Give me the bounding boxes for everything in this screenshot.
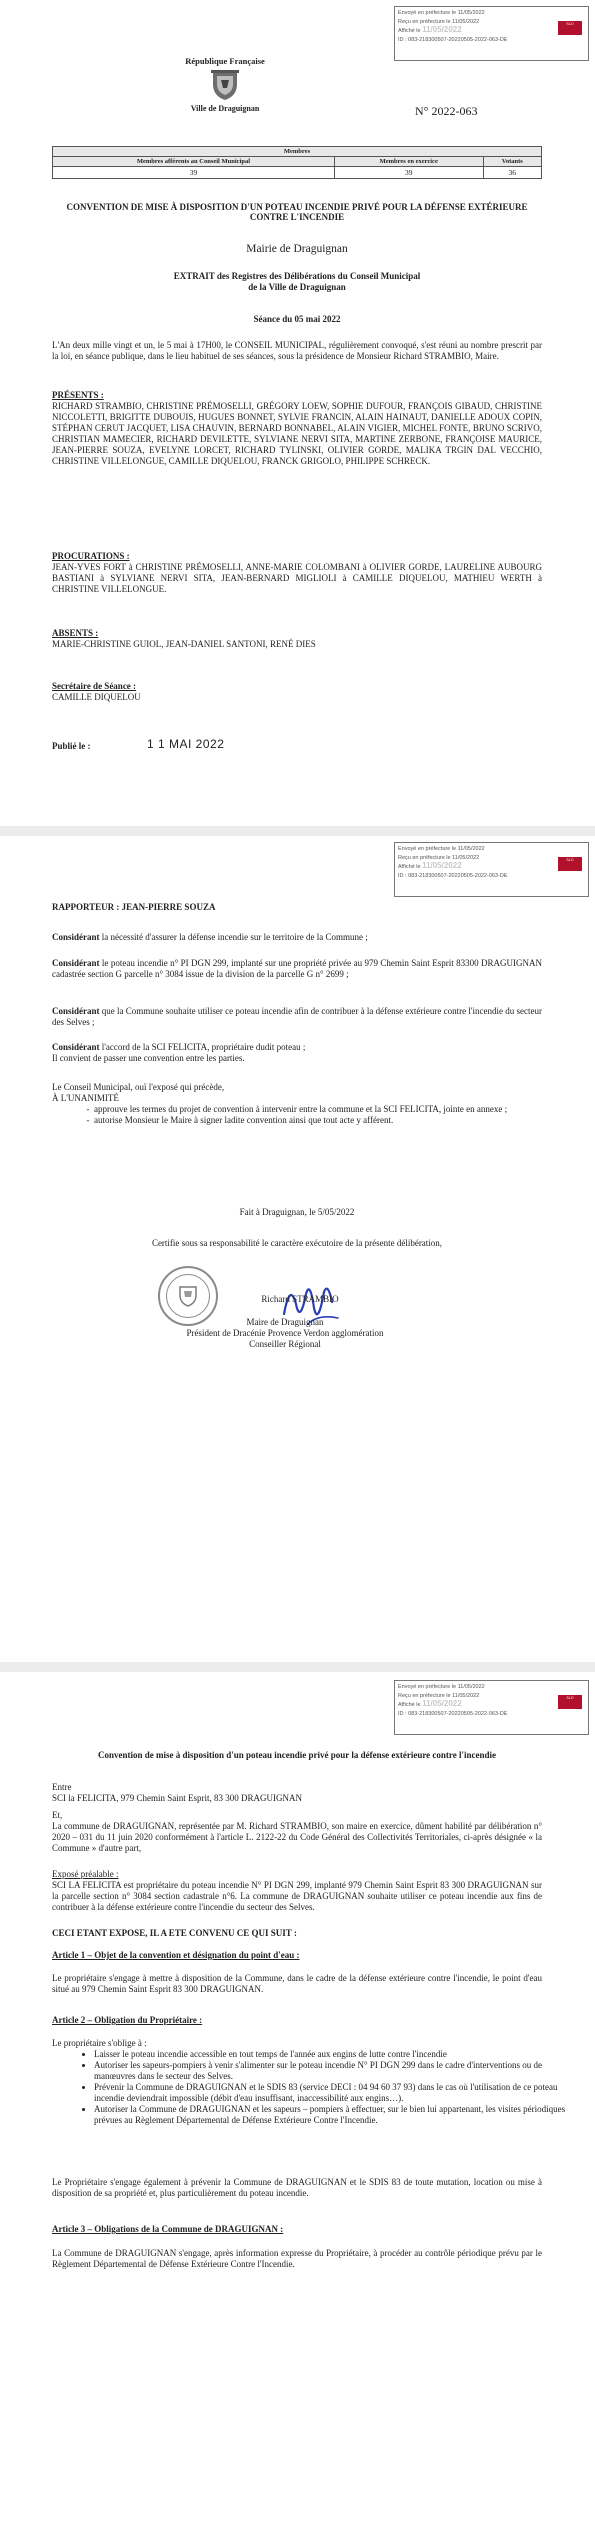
extrait-line2: de la Ville de Draguignan	[248, 282, 346, 292]
header-republique	[150, 56, 300, 113]
obligation-item: • Autoriser les sapeurs-pompiers à venir s'alimenter sur le poteau incendie N° PI DGN 299 dans le cadre d'interventions ou de manœuvres dans le secteur des Selves.	[94, 2060, 584, 2082]
considerant-2-text: le poteau incendie n° PI DGN 299, implanté sur une propriété privée au 979 Chemin Saint Esprit 83300 DRAGUIGNAN cadastrée section G parcelle n° 3084 issue de la division de la parcelle G n° 2699 ;	[52, 958, 542, 979]
considerant-3-text: que la Commune souhaite utiliser ce poteau incendie afin de contribuer à la défense extérieure contre l'incendie du secteur des Selves ;	[52, 1006, 542, 1027]
presents-list: RICHARD STRAMBIO, CHRISTINE PRÉMOSELLI, GRÉGORY LOEW, SOPHIE DUFOUR, FRANÇOIS GIBAUD, CHRISTINE NICCOLETTI, BRIGITTE DUBOUIS, HUGUES BONNET, SYLVIE FRANCIN, ALAIN HAINAUT, DANIELLE ADOUX COPIN, STÉPHAN CERUT JACQUET, LISA CHAUVIN, BERNARD BONNABEL, ALAIN VIGIER, MICHEL FONTE, BRUNO SCRIVO, CHRISTIAN MAMECIER, RICHARD DEVILETTE, SYLVIANE NERVI SITA, MARTINE ZERBONE, FRANÇOISE MAURICE, JEAN-PIERRE SOUZA, EVELYNE LORCET, RICHARD TYLINSKI, OLIVIER GORDE, MALIKA TRGIN DAL VECCHIO, CHRISTINE VILLELONGUE, CAMILLE DIQUELOU, FRANCK GRIGOLO, PHILIPPE SCHRECK.	[52, 401, 542, 466]
stamp-affiche-date: 11/05/2022	[422, 862, 462, 871]
ville-label: Ville de Draguignan	[190, 104, 260, 113]
considerant-3-lead: Considérant	[52, 1006, 100, 1016]
stamp-id: ID : 083-218300507-20220505-2022-063-DE	[398, 36, 508, 43]
signatory-role-conseiller: Conseiller Régional	[249, 1339, 321, 1349]
decision-item: - approuve les termes du projet de convention à intervenir entre la commune et la SCI FELICITA, jointe en annexe ;	[94, 1104, 584, 1115]
expose-label: Exposé préalable :	[52, 1869, 119, 1879]
considerant-2-lead: Considérant	[52, 958, 100, 968]
commune-party: La commune de DRAGUIGNAN, représentée par M. Richard STRAMBIO, son maire en exercice, dûment habilité par délibération n° 2020 – 031 du 11 juin 2020 conformément à l'article L. 2122-22 du Code Général des Collectivités Territoriales, ci-après désignée « la Commune » d'autre part,	[52, 1821, 542, 1853]
expose-text: SCI LA FELICITA est propriétaire du poteau incendie N° PI DGN 299, implanté 979 Chemin Saint Esprit 83 300 DRAGUIGNAN sur la parcelle section n° 3084 section cadastrale n°6. La commune de DRAGUIGNAN souhaite utiliser ce poteau incendie aux fins de contribuer à la défense extérieure contre l'incendie du secteur des Selves.	[52, 1880, 542, 1912]
intro-paragraph: L'An deux mille vingt et un, le 5 mai à 17H00, le CONSEIL MUNICIPAL, régulièrement convoqué, s'est réuni au nombre prescrit par la loi, en séance publique, dans le lieu habituel de ses séances, sous la présidence de Monsieur Richard STRAMBIO, Maire.	[52, 340, 542, 361]
stamp-id: ID : 083-218300507-20220505-2022-063-DE	[398, 872, 508, 879]
procurations-list: JEAN-YVES FORT à CHRISTINE PRÉMOSELLI, ANNE-MARIE COLOMBANI à OLIVIER GORDE, LAURELINE AUBOURG BASTIANI à SYLVIANE NERVI SITA, JEAN-BERNARD MIGLIOLI à CAMILLE DIQUELOU, MATHIEU WERTH à CHRISTINE VILLELONGUE.	[52, 562, 542, 594]
considerant-4-lead: Considérant	[52, 1042, 100, 1052]
publie-date-stamp: 1 1 MAI 2022	[147, 737, 225, 751]
prefecture-stamp	[394, 842, 589, 897]
members-col-exercice: Membres en exercice	[334, 157, 483, 167]
stamp-id: ID : 083-218300507-20220505-2022-063-DE	[398, 1710, 508, 1717]
stamp-affiche-date: 11/05/2022	[422, 1700, 462, 1709]
prefecture-stamp	[394, 6, 589, 61]
stamp-affiche-label: Affiché le	[398, 28, 421, 35]
convention-doc-title: Convention de mise à disposition d'un poteau incendie privé pour la défense extérieure contre l'incendie	[97, 1750, 496, 1760]
members-col-votants: Votants	[483, 157, 541, 167]
stamp-envoye: Envoyé en préfecture le 11/05/2022	[398, 1684, 485, 1690]
stamp-affiche-label: Affiché le	[398, 1702, 421, 1709]
presents-label: PRÉSENTS :	[52, 390, 104, 400]
page-1	[0, 0, 595, 826]
extrait-line1: EXTRAIT des Registres des Délibérations du Conseil Municipal	[173, 271, 421, 281]
members-val-votants: 36	[483, 167, 541, 179]
seance-date: Séance du 05 mai 2022	[253, 314, 341, 324]
members-col-afferents: Membres afférents au Conseil Municipal	[53, 157, 335, 167]
mairie-label: Mairie de Draguignan	[246, 243, 348, 255]
signatory-roles	[140, 1317, 430, 1350]
signature-block	[200, 1294, 400, 1305]
republique-label: République Française	[185, 56, 265, 66]
article-1-title: Article 1 – Objet de la convention et désignation du point d'eau :	[52, 1950, 300, 1960]
members-header: Membres	[53, 147, 542, 157]
article-2-paragraph: Le Propriétaire s'engage également à prévenir la Commune de DRAGUIGNAN et le SDIS 83 de toute mutation, location ou mise à disposition de sa propriété et, plus particulièrement du poteau incendie.	[52, 2177, 542, 2198]
convention-title: CONVENTION DE MISE À DISPOSITION D'UN POTEAU INCENDIE PRIVÉ POUR LA DÉFENSE EXTÉRIEURE CONTRE L'INCENDIE	[66, 202, 528, 222]
stamp-recu: Reçu en préfecture le 11/05/2022	[398, 1692, 480, 1699]
convention-needed: Il convient de passer une convention entre les parties.	[52, 1053, 245, 1063]
unanimite: À L'UNANIMITÉ	[52, 1093, 119, 1103]
secretaire-name: CAMILLE DIQUELOU	[52, 692, 141, 702]
fait-a: Fait à Draguignan, le 5/05/2022	[239, 1207, 355, 1217]
considerant-4-text: l'accord de la SCI FELICITA, propriétaire dudit poteau ;	[99, 1042, 306, 1052]
article-3-text: La Commune de DRAGUIGNAN s'engage, après information expresse du Propriétaire, à procéder au contrôle périodique prévu par le Règlement Départemental de Défense Extérieure Contre l'Incendie.	[52, 2248, 542, 2269]
considerant-3	[52, 1006, 542, 1028]
stamp-envoye: Envoyé en préfecture le 11/05/2022	[398, 846, 485, 852]
members-val-afferents: 39	[53, 167, 335, 179]
entre-label: Entre	[52, 1782, 72, 1792]
obligation-item: • Laisser le poteau incendie accessible en tout temps de l'année aux engins de lutte contre l'incendie	[94, 2049, 584, 2060]
stamp-affiche-date: 11/05/2022	[422, 26, 462, 35]
considerant-2	[52, 958, 542, 980]
article-2-intro: Le propriétaire s'oblige à :	[52, 2038, 147, 2048]
considerant-1-lead: Considérant	[52, 932, 100, 942]
secretaire-label: Secrétaire de Séance :	[52, 681, 137, 691]
ceci-etant-expose: CECI ETANT EXPOSE, IL A ETE CONVENU CE QUI SUIT :	[52, 1928, 297, 1938]
considerant-1	[52, 932, 542, 943]
stamp-recu: Reçu en préfecture le 11/05/2022	[398, 18, 480, 25]
decision-list	[52, 1104, 584, 1126]
signatory-role-maire: Maire de Draguignan	[246, 1317, 324, 1327]
decision-item: - autorise Monsieur le Maire à signer ladite convention ainsi que tout acte y afférent.	[94, 1115, 584, 1126]
absents-label: ABSENTS :	[52, 628, 99, 638]
stamp-logo: SLO	[558, 21, 582, 35]
publie-label: Publié le :	[52, 741, 91, 751]
page-2	[0, 836, 595, 1662]
signatory-role-president: Président de Dracénie Provence Verdon agglomération	[186, 1328, 384, 1338]
article-3-title: Article 3 – Obligations de la Commune de DRAGUIGNAN :	[52, 2224, 284, 2234]
deliberation-number: N° 2022-063	[415, 104, 478, 118]
prefecture-stamp	[394, 1680, 589, 1735]
members-table	[52, 146, 542, 179]
signatory-name: Richard STRAMBIO	[261, 1294, 339, 1304]
certifie: Certifie sous sa responsabilité le caractère exécutoire de la présente délibération,	[151, 1238, 443, 1248]
stamp-logo: SLO	[558, 1695, 582, 1709]
stamp-affiche-label: Affiché le	[398, 864, 421, 871]
considerant-1-text: la nécessité d'assurer la défense incendie sur le territoire de la Commune ;	[99, 932, 368, 942]
et-label: Et,	[52, 1810, 63, 1820]
seal-emblem-icon	[176, 1284, 200, 1308]
stamp-recu: Reçu en préfecture le 11/05/2022	[398, 854, 480, 861]
stamp-logo: SLO	[558, 857, 582, 871]
sci-party: SCI la FELICITA, 979 Chemin Saint Esprit, 83 300 DRAGUIGNAN	[52, 1793, 303, 1803]
article-2-title: Article 2 – Obligation du Propriétaire :	[52, 2015, 203, 2025]
article-1-text: Le propriétaire s'engage à mettre à disposition de la Commune, dans le cadre de la défense extérieure contre l'incendie, le point d'eau situé au 979 Chemin Saint Esprit 83 300 DRAGUIGNAN.	[52, 1973, 542, 1994]
obligation-item: • Prévenir la Commune de DRAGUIGNAN et le SDIS 83 (service DECI : 04 94 60 37 93) dans le cas où l'utilisation de ce poteau incendie deviendrait impossible (débit d'eau insuffisant, inaccessibilité aux engins…).	[94, 2082, 584, 2104]
considerant-4	[52, 1042, 542, 1053]
article-2-obligations	[52, 2049, 584, 2126]
procurations-label: PROCURATIONS :	[52, 551, 130, 561]
rapporteur: RAPPORTEUR : JEAN-PIERRE SOUZA	[52, 902, 216, 912]
members-val-exercice: 39	[334, 167, 483, 179]
absents-list: MARIE-CHRISTINE GUIOL, JEAN-DANIEL SANTONI, RENÉ DIES	[52, 639, 316, 649]
city-coat-of-arms-icon	[205, 68, 245, 102]
obligation-item: • Autoriser la Commune de DRAGUIGNAN et les sapeurs – pompiers à effectuer, sur le bien lui appartenant, les visites périodiques prévues au Règlement Départemental de Défense Extérieure Contre l'Incendie.	[94, 2104, 584, 2126]
conseil-line: Le Conseil Municipal, ouï l'exposé qui précède,	[52, 1082, 225, 1092]
page-3	[0, 1672, 595, 2536]
stamp-envoye: Envoyé en préfecture le 11/05/2022	[398, 10, 485, 16]
